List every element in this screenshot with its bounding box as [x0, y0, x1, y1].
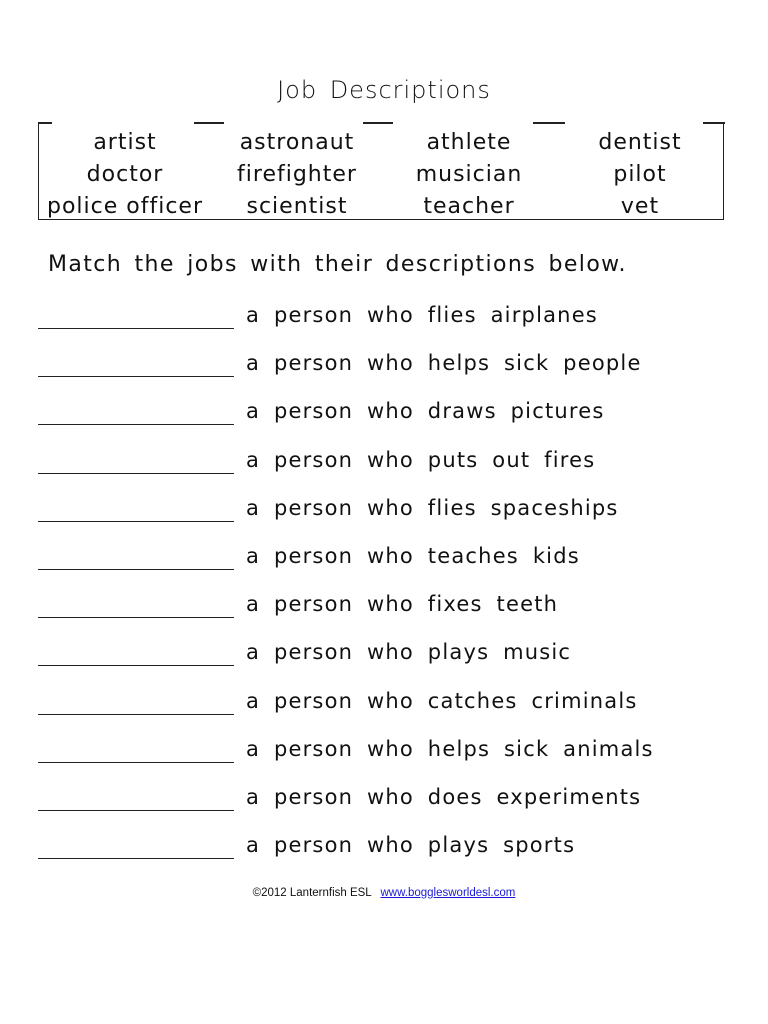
copyright-text: ©2012 Lanternfish ESL	[252, 887, 372, 899]
match-row	[38, 396, 738, 444]
answer-blank[interactable]	[38, 327, 234, 329]
word-bank-item: vet	[620, 194, 660, 219]
job-description: a person who flies airplanes	[246, 303, 598, 327]
answer-blank[interactable]	[38, 664, 234, 666]
match-row	[38, 830, 738, 878]
word-bank-item: police officer	[46, 194, 203, 219]
answer-blank[interactable]	[38, 761, 234, 763]
match-row	[38, 348, 738, 396]
word-bank-grid	[39, 127, 725, 223]
word-bank-item: musician	[415, 162, 523, 187]
word-bank-item: artist	[93, 130, 157, 155]
match-row	[38, 637, 738, 685]
word-bank-item: pilot	[613, 162, 667, 187]
word-bank-border-segment	[363, 122, 393, 124]
word-bank-border-segment	[703, 122, 725, 124]
answer-blank[interactable]	[38, 568, 234, 570]
word-bank-border-segment	[533, 122, 565, 124]
word-bank-border-segment	[38, 122, 52, 124]
website-link[interactable]: www.bogglesworldesl.com	[380, 887, 516, 899]
job-description: a person who fixes teeth	[246, 592, 559, 617]
match-row	[38, 300, 738, 348]
answer-blank[interactable]	[38, 809, 234, 811]
job-description: a person who teaches kids	[246, 543, 580, 568]
answer-blank[interactable]	[38, 375, 234, 377]
instructions: Match the jobs with their descriptions below.	[48, 252, 627, 277]
job-description: a person who does experiments	[246, 784, 642, 809]
word-bank-item: doctor	[86, 162, 164, 187]
answer-blank[interactable]	[38, 472, 234, 474]
job-description: a person who plays sports	[246, 833, 576, 858]
word-bank-item: athlete	[426, 130, 512, 155]
job-description: a person who plays music	[246, 640, 572, 665]
match-list	[38, 300, 738, 878]
match-row	[38, 445, 738, 493]
word-bank-border-segment	[194, 122, 224, 124]
page-title: Job Descriptions	[277, 76, 491, 104]
match-row	[38, 493, 738, 541]
job-description: a person who puts out fires	[246, 447, 596, 472]
job-description: a person who catches criminals	[246, 688, 638, 713]
job-description: a person who helps sick people	[246, 351, 642, 376]
answer-blank[interactable]	[38, 857, 234, 859]
match-row	[38, 782, 738, 830]
job-description: a person who flies spaceships	[246, 495, 619, 520]
match-row	[38, 734, 738, 782]
match-row	[38, 589, 738, 637]
word-bank-item: dentist	[598, 130, 682, 155]
job-description: a person who draws pictures	[246, 399, 605, 424]
word-bank-box	[38, 123, 724, 220]
word-bank-item: astronaut	[239, 130, 355, 155]
footer	[0, 887, 768, 899]
answer-blank[interactable]	[38, 616, 234, 618]
match-row	[38, 541, 738, 589]
answer-blank[interactable]	[38, 520, 234, 522]
word-bank-item: teacher	[423, 194, 515, 219]
answer-blank[interactable]	[38, 713, 234, 715]
match-row	[38, 686, 738, 734]
word-bank-item: firefighter	[237, 162, 357, 187]
answer-blank[interactable]	[38, 423, 234, 425]
job-description: a person who helps sick animals	[246, 736, 654, 761]
word-bank-item: scientist	[246, 194, 348, 219]
